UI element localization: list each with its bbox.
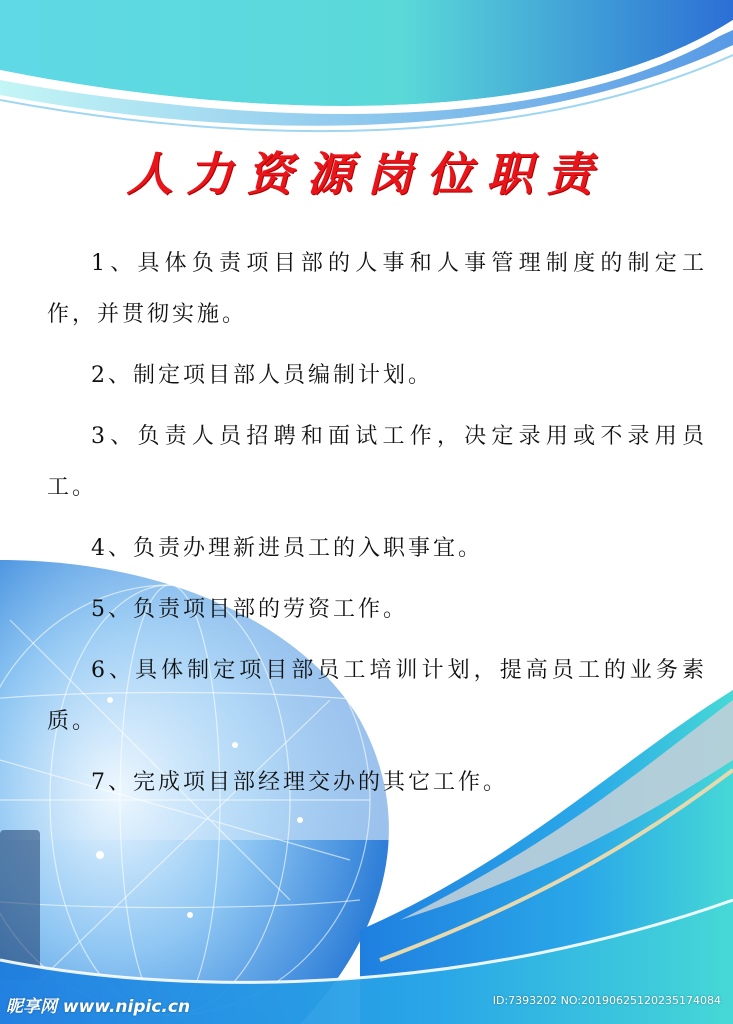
duty-item: 3、负责人员招聘和面试工作，决定录用或不录用员工。	[47, 424, 707, 500]
duty-item: 1、具体负责项目部的人事和人事管理制度的制定工作，并贯彻实施。	[47, 251, 707, 327]
duty-item: 7、完成项目部经理交办的其它工作。	[91, 770, 508, 795]
site-watermark: 昵享网 www.nipic.cn	[6, 997, 191, 1017]
image-id-label: ID:7393202 NO:20190625120235174084	[492, 994, 721, 1007]
duties-list	[47, 238, 707, 818]
page-title: 人力资源岗位职责	[126, 147, 607, 201]
duty-item: 6、具体制定项目部员工培训计划，提高员工的业务素质。	[47, 658, 707, 734]
duty-item: 5、负责项目部的劳资工作。	[91, 597, 408, 622]
duty-item: 4、负责办理新进员工的入职事宜。	[91, 536, 483, 561]
duty-item: 2、制定项目部人员编制计划。	[91, 363, 433, 388]
